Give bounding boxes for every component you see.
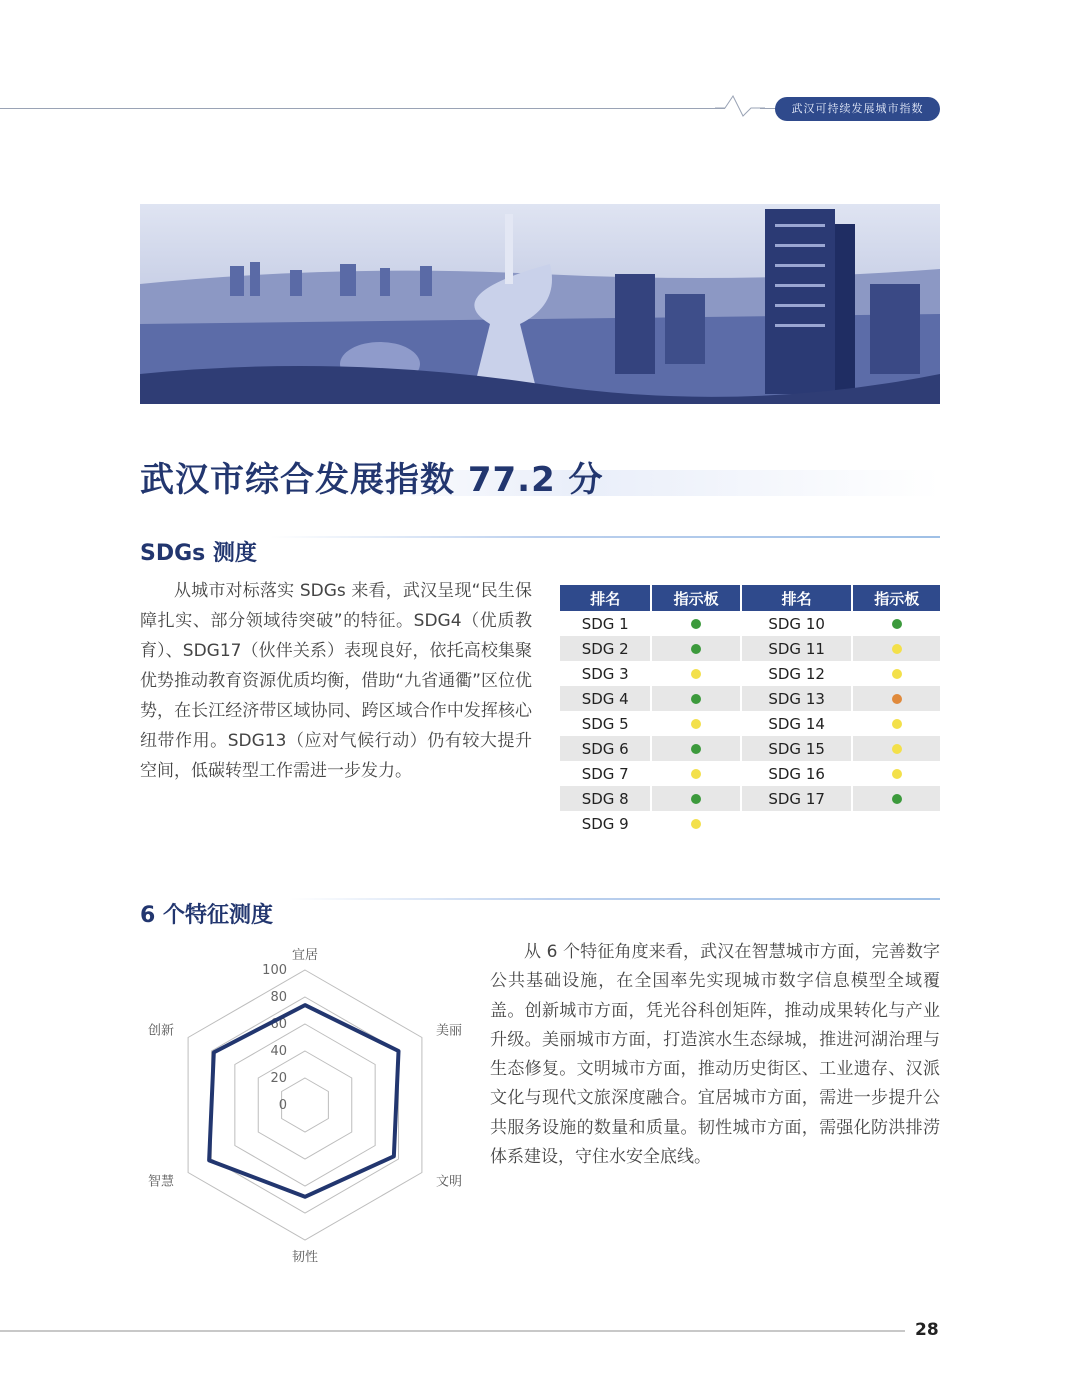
sdg-status-cell xyxy=(651,636,741,661)
status-dot-icon xyxy=(691,794,701,804)
sdg-label: SDG 13 xyxy=(741,686,852,711)
radar-grid-ring xyxy=(282,1078,329,1132)
status-dot-icon xyxy=(892,769,902,779)
status-dot-icon xyxy=(691,719,701,729)
status-dot-icon xyxy=(691,669,701,679)
sdg-label: SDG 5 xyxy=(560,711,651,736)
sdg-status-cell xyxy=(651,611,741,636)
status-dot-icon xyxy=(892,744,902,754)
sdg-label xyxy=(741,811,852,836)
sdgs-heading: SDGs 测度 xyxy=(140,541,257,566)
sdg-label: SDG 14 xyxy=(741,711,852,736)
radar-tick-label: 60 xyxy=(270,1017,287,1032)
radar-tick-label: 80 xyxy=(270,990,287,1005)
city-banner-image xyxy=(140,204,940,404)
table-row xyxy=(560,636,940,661)
sdg-label: SDG 8 xyxy=(560,786,651,811)
sdg-status-cell xyxy=(852,661,940,686)
radar-tick-label: 0 xyxy=(278,1098,287,1113)
sdg-label: SDG 3 xyxy=(560,661,651,686)
sdg-label: SDG 11 xyxy=(741,636,852,661)
header-tag: 武汉可持续发展城市指数 xyxy=(775,97,940,121)
sdg-status-cell xyxy=(651,736,741,761)
radar-series-line xyxy=(209,1005,398,1197)
feature-radar-chart xyxy=(140,930,480,1275)
sdg-status-cell xyxy=(852,786,940,811)
col-rank-1: 排名 xyxy=(560,585,651,611)
radar-grid-ring xyxy=(188,970,422,1240)
sdg-status-cell xyxy=(651,786,741,811)
sdg-status-cell xyxy=(651,761,741,786)
radar-grid-ring xyxy=(258,1051,352,1159)
col-dashboard-2: 指示板 xyxy=(852,585,940,611)
sdg-status-cell xyxy=(651,686,741,711)
table-row xyxy=(560,686,940,711)
page-title: 武汉市综合发展指数 77.2 分 xyxy=(140,460,604,500)
status-dot-icon xyxy=(892,719,902,729)
radar-grid-ring xyxy=(235,1024,375,1186)
radar-tick-label: 40 xyxy=(270,1044,287,1059)
status-dot-icon xyxy=(691,619,701,629)
sdg-dashboard-table xyxy=(560,585,940,836)
sdg-label: SDG 12 xyxy=(741,661,852,686)
sdg-status-cell xyxy=(651,661,741,686)
table-row xyxy=(560,786,940,811)
col-dashboard-1: 指示板 xyxy=(651,585,741,611)
status-dot-icon xyxy=(892,694,902,704)
col-rank-2: 排名 xyxy=(741,585,852,611)
sdg-label: SDG 1 xyxy=(560,611,651,636)
radar-category-label: 智慧 xyxy=(148,1174,175,1190)
sdg-label: SDG 6 xyxy=(560,736,651,761)
table-row xyxy=(560,711,940,736)
table-row xyxy=(560,811,940,836)
sdg-status-cell xyxy=(852,611,940,636)
features-heading: 6 个特征测度 xyxy=(140,903,273,928)
radar-category-label: 创新 xyxy=(148,1023,175,1039)
radar-tick-label: 100 xyxy=(262,963,287,978)
header-peak-icon xyxy=(715,92,765,122)
status-dot-icon xyxy=(691,769,701,779)
footer-rule xyxy=(0,1330,905,1332)
status-dot-icon xyxy=(892,669,902,679)
sdgs-heading-rule xyxy=(270,536,940,538)
sdgs-paragraph: 从城市对标落实 SDGs 来看，武汉呈现“民生保障扎实、部分领域待突破”的特征。SDG4（优质教育）、SDG17（伙伴关系）表现良好，依托高校集聚优势推动教育资源优质均衡，借助“九省通衢”区位优势，在长江经济带区域协同、跨区域合作中发挥核心纽带作用。SDG13（应对气候行动）仍有较大提升空间，低碳转型工作需进一步发力。 xyxy=(140,581,532,781)
sdg-label: SDG 17 xyxy=(741,786,852,811)
sdg-status-cell xyxy=(852,761,940,786)
table-row xyxy=(560,736,940,761)
radar-grid-ring xyxy=(211,997,398,1213)
table-row xyxy=(560,611,940,636)
sdg-status-cell xyxy=(852,711,940,736)
status-dot-icon xyxy=(691,694,701,704)
radar-tick-label: 20 xyxy=(270,1071,287,1086)
radar-category-label: 宜居 xyxy=(291,947,319,963)
sdg-label: SDG 10 xyxy=(741,611,852,636)
radar-category-label: 文明 xyxy=(435,1174,462,1190)
sdg-label: SDG 2 xyxy=(560,636,651,661)
sdg-status-cell xyxy=(852,736,940,761)
header-rule xyxy=(0,108,725,109)
status-dot-icon xyxy=(892,794,902,804)
sdg-label: SDG 7 xyxy=(560,761,651,786)
sdg-label: SDG 15 xyxy=(741,736,852,761)
sdg-label: SDG 4 xyxy=(560,686,651,711)
status-dot-icon xyxy=(691,819,701,829)
status-dot-icon xyxy=(691,744,701,754)
status-dot-icon xyxy=(892,644,902,654)
radar-category-label: 韧性 xyxy=(291,1250,319,1266)
sdg-status-cell xyxy=(852,811,940,836)
radar-category-label: 美丽 xyxy=(435,1023,462,1039)
features-heading-rule xyxy=(290,898,940,900)
sdg-status-cell xyxy=(651,811,741,836)
sdg-status-cell xyxy=(651,711,741,736)
sdg-label: SDG 16 xyxy=(741,761,852,786)
features-paragraph: 从 6 个特征角度来看，武汉在智慧城市方面，完善数字公共基础设施，在全国率先实现城市数字信息模型全域覆盖。创新城市方面，凭光谷科创矩阵，推动成果转化与产业升级。美丽城市方面，打造滨水生态绿城，推进河湖治理与生态修复。文明城市方面，推动历史街区、工业遗存、汉派文化与现代文旅深度融合。宜居城市方面，需进一步提升公共服务设施的数量和质量。韧性城市方面，需强化防洪排涝体系建设，守住水安全底线。 xyxy=(490,942,940,1168)
sdg-label: SDG 9 xyxy=(560,811,651,836)
page-number: 28 xyxy=(915,1320,939,1340)
status-dot-icon xyxy=(892,619,902,629)
table-row xyxy=(560,761,940,786)
sdg-status-cell xyxy=(852,636,940,661)
status-dot-icon xyxy=(691,644,701,654)
table-row xyxy=(560,661,940,686)
sdg-status-cell xyxy=(852,686,940,711)
